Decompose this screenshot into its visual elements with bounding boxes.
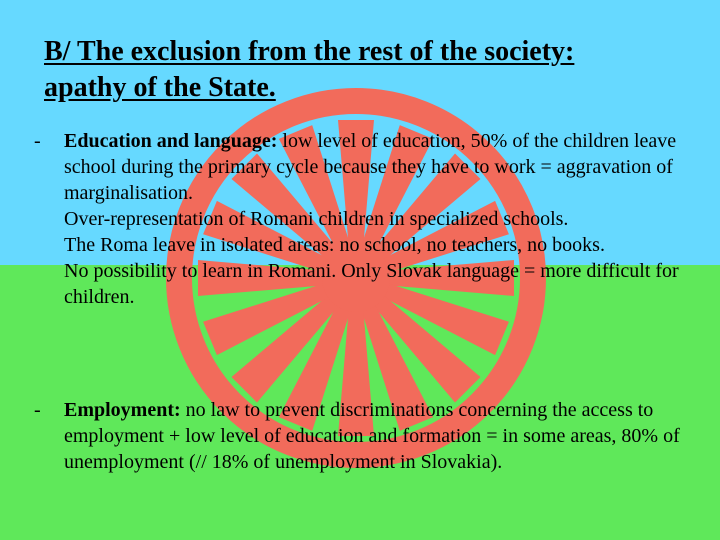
- bullet-paragraph: No possibility to learn in Romani. Only Slovak language = more difficult for children.: [64, 260, 679, 308]
- bullet-text: low level of education, 50% of the children leave school during the primary cycle because they have to work = aggravation of marginalisation.: [64, 130, 677, 204]
- bullet-paragraph: [64, 128, 684, 206]
- bullet-education: [34, 128, 684, 310]
- title-line-2: apathy of the State.: [44, 72, 276, 103]
- bullet-employment: [34, 397, 684, 475]
- bullet-lead: Employment:: [64, 399, 181, 421]
- bullet-lead: Education and language:: [64, 130, 278, 152]
- bullet-paragraph: The Roma leave in isolated areas: no school, no teachers, no books.: [64, 234, 605, 256]
- bullet-marker: -: [34, 130, 41, 152]
- slide-title: [44, 34, 684, 106]
- bullet-paragraph: Over-representation of Romani children in specialized schools.: [64, 208, 569, 230]
- bullet-text: no law to prevent discriminations concerning the access to employment + low level of education and formation = in some areas, 80% of unemployment (// 18% of unemployment in Slovakia).: [64, 399, 680, 473]
- bullet-marker: -: [34, 399, 41, 421]
- bullet-paragraph: [64, 397, 684, 475]
- title-line-1: B/ The exclusion from the rest of the society:: [44, 36, 575, 67]
